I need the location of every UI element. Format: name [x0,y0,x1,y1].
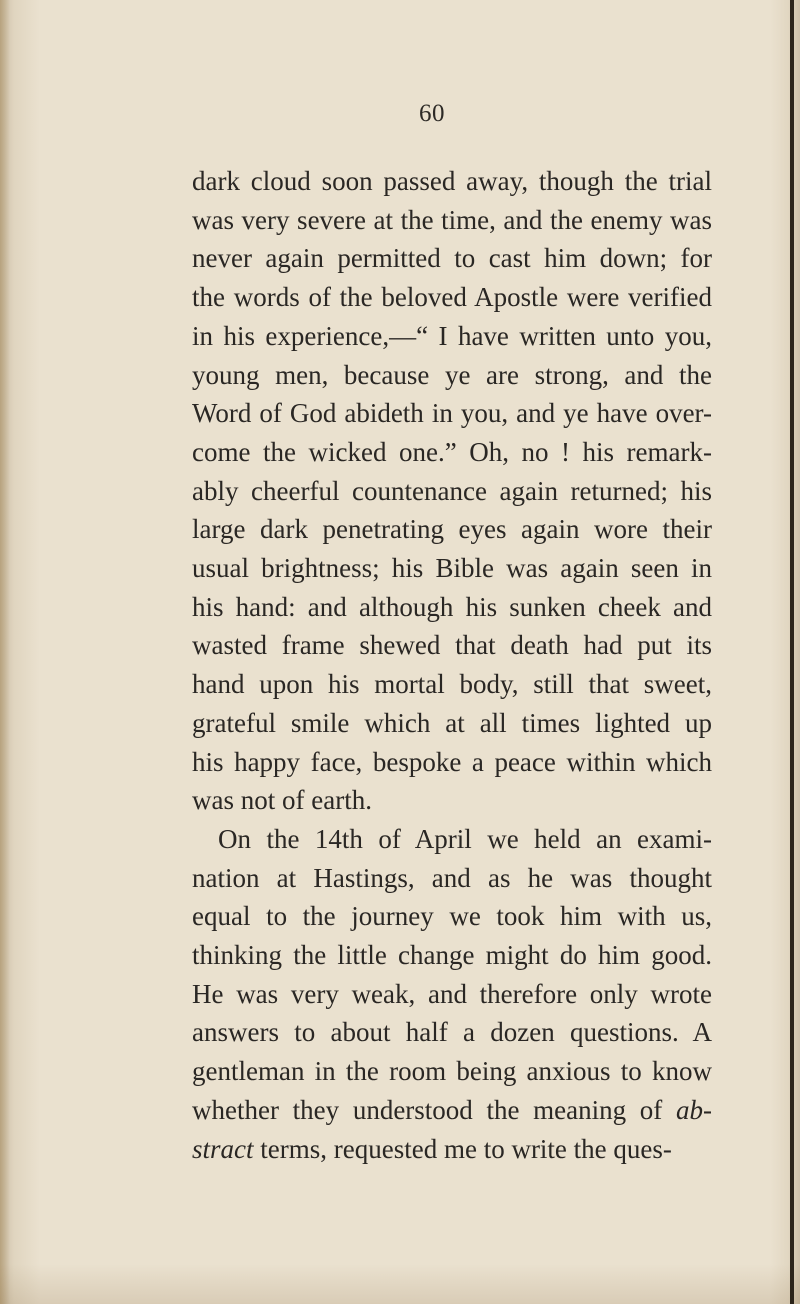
text-line: wasted frame shewed that death had put its [192,630,712,661]
text-line: nation at Hastings, and as he was thought [192,862,712,893]
italic-word: ab- [676,1094,712,1125]
body-text [192,162,712,1168]
text-line: equal to the journey we took him with us, [192,901,712,932]
text-line: hand upon his mortal body, still that sweet, [192,669,712,700]
text-line [192,1091,712,1130]
text-line-part: terms, requested me to write the ques- [260,1133,672,1164]
text-line: thinking the little change might do him good. [192,940,712,971]
text-line [192,1130,712,1169]
text-line: grateful smile which at all times lighted up [192,707,712,738]
text-line: never again permitted to cast him down; for [192,243,712,274]
text-line: gentleman in the room being anxious to know [192,1056,712,1087]
text-line: answers to about half a dozen questions. A [192,1017,712,1048]
text-line: come the wicked one.” Oh, no ! his remark- [192,436,712,467]
text-line: his hand: and although his sunken cheek and [192,591,712,622]
text-line: He was very weak, and therefore only wrote [192,978,712,1009]
page-edge [790,0,794,1304]
text-line: usual brightness; his Bible was again seen in [192,553,712,584]
text-line: was not of earth. [192,785,372,816]
text-line: Word of God abideth in you, and ye have over- [192,398,712,429]
text-line: was very severe at the time, and the enemy was [192,204,712,235]
text-line-part: whether they understood the meaning of [192,1094,663,1125]
text-line: his happy face, bespoke a peace within which [192,746,712,777]
text-line: in his experience,—“ I have written unto you, [192,320,712,351]
text-line: the words of the beloved Apostle were verified [192,282,712,313]
text-line: ably cheerful countenance again returned; his [192,475,712,506]
text-line: On the 14th of April we held an exami- [218,823,712,854]
page-number: 60 [419,100,445,127]
italic-word: stract [192,1133,254,1164]
text-line: young men, because ye are strong, and the [192,359,712,390]
text-line: dark cloud soon passed away, though the trial [192,166,712,196]
page-gutter-shadow [0,0,10,1304]
text-line: large dark penetrating eyes again wore their [192,514,712,545]
